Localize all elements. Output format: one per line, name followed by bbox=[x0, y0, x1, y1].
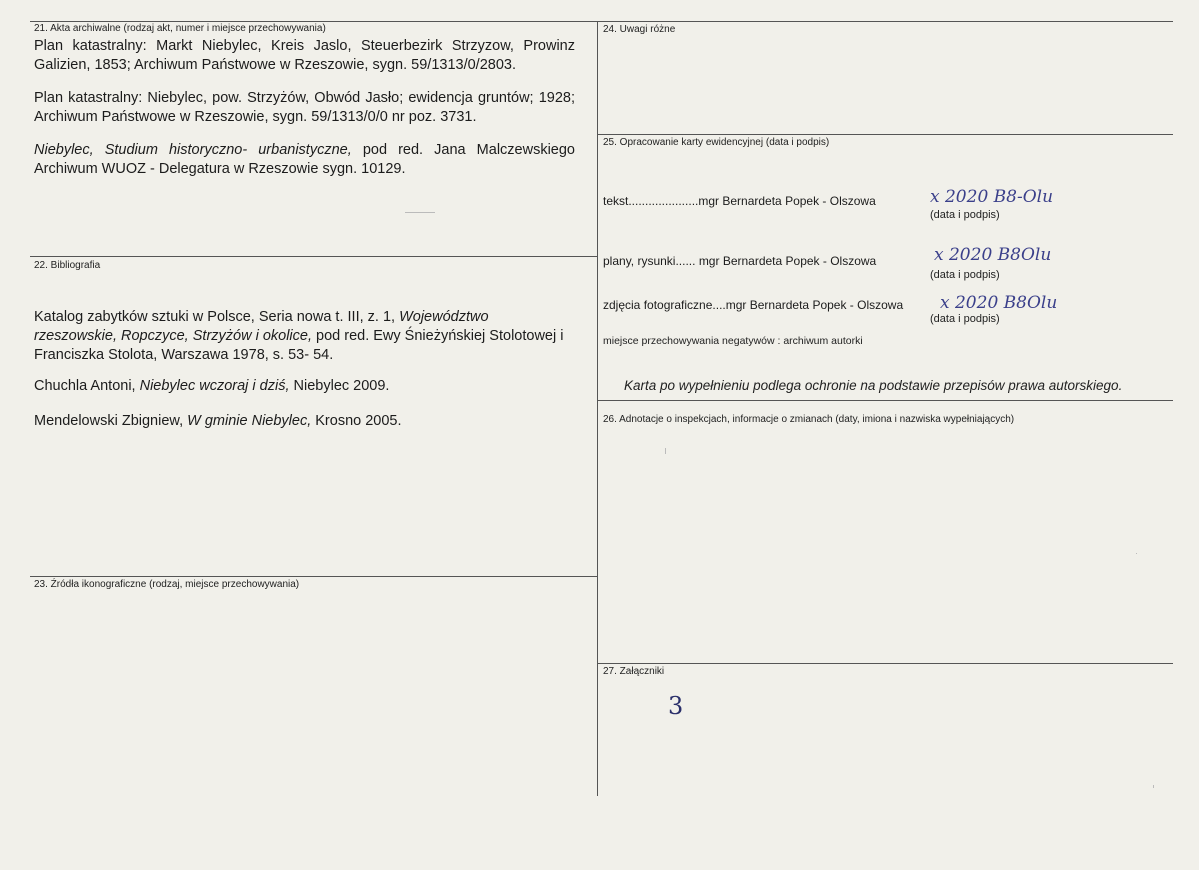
archive-entry-2: Plan katastralny: Niebylec, pow. Strzyżów, Obwód Jasło; ewidencja gruntów; 1928; Archiwum Państwowe w Rzeszowie, sygn. 59/1313/0/0 nr poz. 3731. bbox=[34, 90, 575, 125]
data-podpis-1: (data i podpis) bbox=[930, 209, 1000, 221]
bibliography-entry-3-a: Mendelowski Zbigniew, bbox=[34, 413, 188, 429]
data-podpis-2: (data i podpis) bbox=[930, 269, 1000, 281]
signature-zdjecia-text: x 2020 B8Olu bbox=[940, 293, 1058, 313]
plany-author-line: plany, rysunki...... mgr Bernardeta Popek - Olszowa bbox=[603, 254, 877, 268]
negative-storage: miejsce przechowywania negatywów : archiwum autorki bbox=[603, 335, 863, 347]
scan-speck bbox=[1136, 553, 1137, 554]
bibliography-entry-2-b: Niebylec 2009. bbox=[289, 378, 390, 394]
archive-entry-1: Plan katastralny: Markt Niebylec, Kreis Jaslo, Steuerbezirk Strzyzow, Prowinz Galizien, 1853; Archiwum Państwowe w Rzeszowie, sygn. 59/1313/0/2803. bbox=[34, 38, 575, 73]
scan-speck bbox=[1153, 785, 1154, 788]
attachments-count bbox=[664, 688, 704, 722]
bibliography-entry-1-b: pod red. Ewy Śnieżyńskiej Stolotowej i Franciszka Stolota, Warszawa 1978, s. 53- 54. bbox=[34, 328, 564, 363]
bibliography-entry-2-a: Chuchla Antoni, bbox=[34, 378, 140, 394]
section-27-rule bbox=[597, 663, 1173, 664]
section-24-label: 24. Uwagi różne bbox=[603, 24, 676, 35]
center-divider bbox=[597, 21, 598, 796]
bibliography-entry-2-title: Niebylec wczoraj i dziś, bbox=[139, 378, 290, 394]
archive-entry-3-title: Niebylec, Studium historyczno- urbanistyczne, bbox=[34, 142, 352, 158]
section-22-body bbox=[34, 308, 575, 445]
data-podpis-3: (data i podpis) bbox=[930, 313, 1000, 325]
bibliography-entry-3-b: Krosno 2005. bbox=[311, 413, 402, 429]
section-26-label: 26. Adnotacje o inspekcjach, informacje o zmianach (daty, imiona i nazwiska wypełniających) bbox=[603, 414, 1015, 425]
section-21-body bbox=[34, 37, 575, 193]
section-25-rule bbox=[597, 134, 1173, 135]
bibliography-entry-3-title: W gminie Niebylec, bbox=[187, 413, 312, 429]
section-26-rule bbox=[597, 400, 1173, 401]
signature-plany-text: x 2020 B8Olu bbox=[934, 245, 1052, 265]
section-21-label: 21. Akta archiwalne (rodzaj akt, numer i miejsce przechowywania) bbox=[34, 23, 326, 34]
zdjecia-author-line: zdjęcia fotograficzne....mgr Bernardeta Popek - Olszowa bbox=[603, 298, 904, 312]
tekst-author-line: tekst.....................mgr Bernardeta Popek - Olszowa bbox=[603, 194, 876, 208]
section-23-label: 23. Źródła ikonograficzne (rodzaj, miejsce przechowywania) bbox=[34, 579, 300, 590]
section-22-label: 22. Bibliografia bbox=[34, 260, 101, 271]
bibliography-entry-2 bbox=[34, 377, 575, 396]
signature-plany bbox=[932, 240, 1102, 270]
signature-tekst-text: x 2020 B8-Olu bbox=[930, 187, 1054, 207]
section-27-label: 27. Załączniki bbox=[603, 666, 665, 677]
top-rule bbox=[30, 21, 1173, 22]
scan-speck bbox=[665, 448, 666, 454]
bibliography-entry-1-a: Katalog zabytków sztuki w Polsce, Seria nowa t. III, z. 1, bbox=[34, 309, 400, 325]
attachments-count-text: 3 bbox=[668, 692, 684, 720]
section-22-rule bbox=[30, 256, 597, 257]
bibliography-entry-1 bbox=[34, 308, 575, 365]
bibliography-entry-1-title: Województwo rzeszowskie, Ropczyce, Strzyżów i okolice, bbox=[34, 309, 489, 344]
copyright-note: Karta po wypełnieniu podlega ochronie na podstawie przepisów prawa autorskiego. bbox=[624, 378, 1123, 393]
section-23-rule bbox=[30, 576, 597, 577]
archive-entry-3-rest: pod red. Jana Malczewskiego Archiwum WUOZ - Delegatura w Rzeszowie sygn. 10129. bbox=[34, 142, 575, 177]
section-25-label: 25. Opracowanie karty ewidencyjnej (data i podpis) bbox=[603, 137, 830, 148]
archive-entry-3 bbox=[34, 141, 575, 179]
bibliography-entry-3 bbox=[34, 412, 575, 431]
signature-tekst bbox=[928, 184, 1098, 210]
scan-speck bbox=[405, 212, 435, 213]
